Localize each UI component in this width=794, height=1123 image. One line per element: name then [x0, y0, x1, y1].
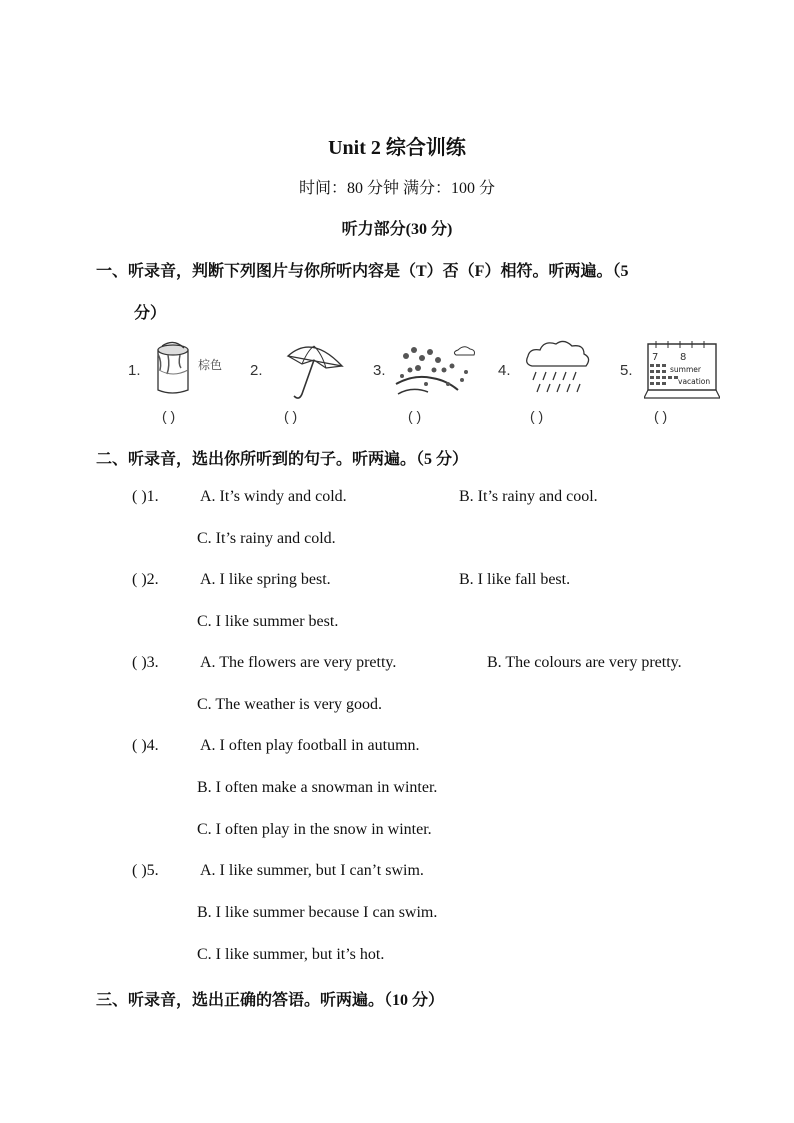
question-prefix[interactable]: ( )3.	[132, 654, 159, 671]
umbrella-icon	[282, 338, 348, 404]
answer-blank[interactable]: ( )	[162, 408, 176, 424]
svg-text:summer: summer	[670, 365, 701, 374]
color-label: 棕色	[198, 358, 223, 372]
answer-blank[interactable]: ( )	[530, 408, 544, 424]
option-c: C. The weather is very good.	[197, 696, 382, 713]
question-prefix[interactable]: ( )2.	[132, 571, 159, 588]
option-a: A. I like spring best.	[200, 571, 331, 588]
part-title: 听力部分(30 分)	[341, 221, 453, 238]
option-c: C. I like summer best.	[197, 613, 339, 630]
picture-number: 4.	[498, 362, 511, 379]
option-b: B. It’s rainy and cool.	[459, 488, 598, 505]
option-b: B. I like summer because I can swim.	[197, 904, 438, 921]
section1-title: 一、听录音，判断下列图片与你所听内容是（T）否（F）相符。听两遍。（5	[96, 263, 629, 280]
option-a: A. The flowers are very pretty.	[200, 654, 397, 671]
section1-title-cont: 分）	[134, 305, 167, 322]
answer-blank[interactable]: ( )	[654, 408, 668, 424]
option-a: A. It’s windy and cold.	[200, 488, 347, 505]
section2-title: 二、听录音，选出你所听到的句子。听两遍。（5 分）	[96, 451, 469, 468]
question-prefix[interactable]: ( )1.	[132, 488, 159, 505]
option-c: C. It’s rainy and cold.	[197, 530, 336, 547]
answer-blank[interactable]: ( )	[408, 408, 422, 424]
option-b: B. I like fall best.	[459, 571, 571, 588]
falling-leaves-icon	[392, 340, 476, 402]
question-prefix[interactable]: ( )4.	[132, 737, 159, 754]
svg-text:7: 7	[652, 352, 659, 363]
calendar-icon	[644, 340, 720, 402]
option-c: C. I like summer, but it’s hot.	[197, 946, 385, 963]
exam-info: 时间：80 分钟 满分：100 分	[298, 180, 495, 197]
answer-blank[interactable]: ( )	[284, 408, 298, 424]
picture-number: 1.	[128, 362, 141, 379]
option-b: B. The colours are very pretty.	[487, 654, 682, 671]
picture-number: 3.	[373, 362, 386, 379]
question-prefix[interactable]: ( )5.	[132, 862, 159, 879]
svg-text:vacation: vacation	[678, 377, 711, 386]
picture-number: 5.	[620, 362, 633, 379]
option-a: A. I often play football in autumn.	[200, 737, 420, 754]
option-a: A. I like summer, but I can’t swim.	[200, 862, 424, 879]
option-c: C. I often play in the snow in winter.	[197, 821, 432, 838]
option-b: B. I often make a snowman in winter.	[197, 779, 438, 796]
section3-title: 三、听录音，选出正确的答语。听两遍。（10 分）	[96, 992, 445, 1009]
rain-cloud-icon	[522, 338, 592, 402]
svg-text:8: 8	[680, 352, 687, 363]
page-title: Unit 2 综合训练	[328, 137, 466, 159]
picture-number: 2.	[250, 362, 263, 379]
